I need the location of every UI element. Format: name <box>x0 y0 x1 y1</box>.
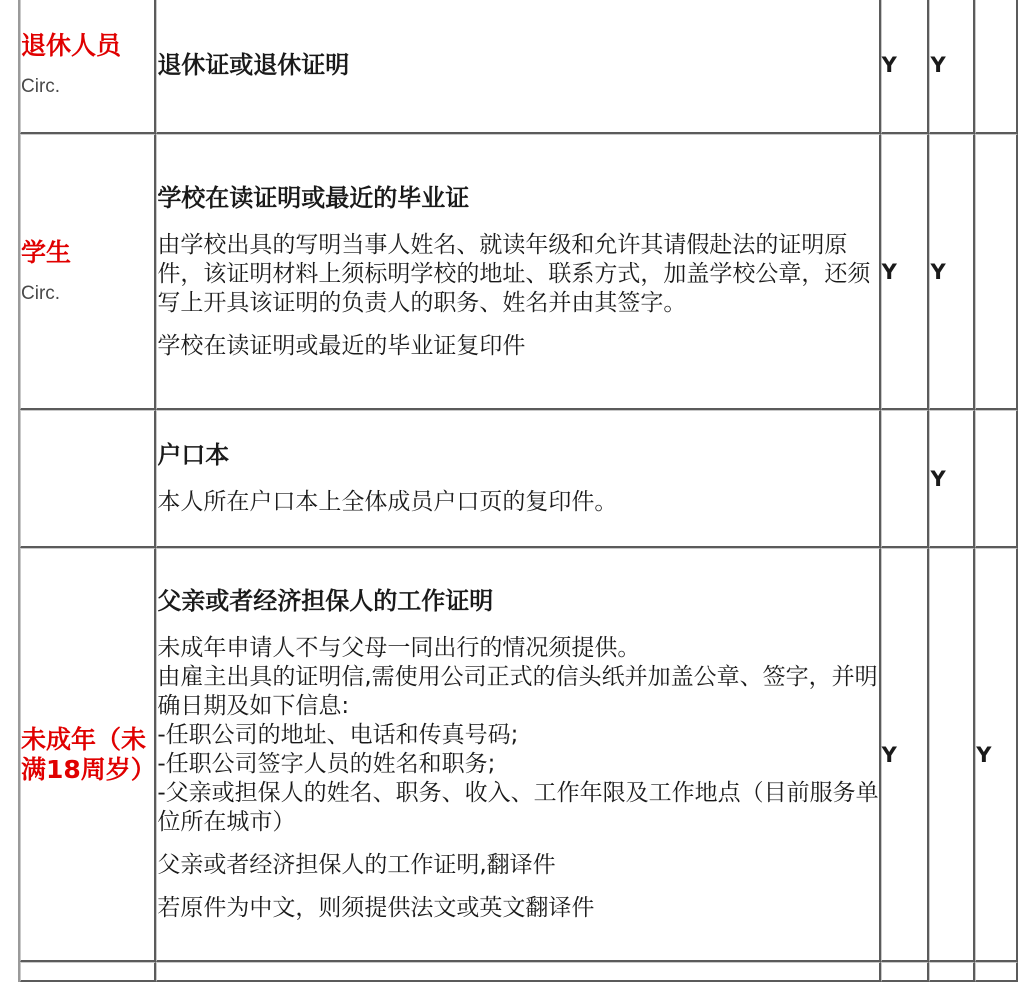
document-cell <box>156 548 880 962</box>
mark-cell <box>929 548 975 962</box>
mark-cell: Y <box>881 0 930 134</box>
empty-cell <box>881 962 930 982</box>
document-title: 户口本 <box>157 441 230 469</box>
category-cell <box>20 0 156 134</box>
mark-cell <box>975 0 1018 134</box>
category-subtitle: Circ. <box>21 75 61 97</box>
empty-cell <box>929 962 975 982</box>
category-title: 未成年（未满18周岁） <box>21 724 156 784</box>
mark-cell: Y <box>975 548 1018 962</box>
document-description: 父亲或者经济担保人的工作证明,翻译件 <box>157 852 556 878</box>
table-row <box>20 548 1018 962</box>
document-title: 父亲或者经济担保人的工作证明 <box>157 587 494 615</box>
mark-cell <box>975 134 1018 410</box>
document-cell <box>156 134 880 410</box>
category-title: 退休人员 <box>21 30 122 60</box>
category-cell <box>20 548 156 962</box>
document-description: 未成年申请人不与父母一同出行的情况须提供。 由雇主出具的证明信,需使用公司正式的信头纸并加盖公章、签字，并明确日期及如下信息: -任职公司的地址、电话和传真号码; -任职公司签字人员的姓名和职务; -父亲或担保人的姓名、职务、收入、工作年限及工作地点（目前服务单位所在城市） <box>157 635 879 835</box>
document-title: 学校在读证明或最近的毕业证 <box>157 183 470 212</box>
table-row <box>20 410 1018 548</box>
document-cell <box>156 0 880 134</box>
table-row <box>20 962 1018 982</box>
document-description: 学校在读证明或最近的毕业证复印件 <box>157 332 526 359</box>
mark-cell: Y <box>929 410 975 548</box>
table-row <box>20 0 1018 134</box>
document-description: 由学校出具的写明当事人姓名、就读年级和允许其请假赴法的证明原件，该证明材料上须标明学校的地址、联系方式，加盖学校公章，还须写上开具该证明的负责人的职务、姓名并由其签字。 <box>157 231 871 316</box>
document-cell <box>156 410 880 548</box>
empty-cell <box>20 962 156 982</box>
document-description: 本人所在户口本上全体成员户口页的复印件。 <box>157 489 618 515</box>
mark-cell: Y <box>881 134 930 410</box>
document-title: 退休证或退休证明 <box>157 50 350 79</box>
mark-cell: Y <box>881 548 930 962</box>
category-cell <box>20 134 156 410</box>
mark-cell: Y <box>929 134 975 410</box>
mark-cell: Y <box>929 0 975 134</box>
mark-cell <box>881 410 930 548</box>
category-cell <box>20 410 156 548</box>
table-row <box>20 134 1018 410</box>
document-description: 若原件为中文，则须提供法文或英文翻译件 <box>157 895 595 921</box>
empty-cell <box>156 962 880 982</box>
category-title: 学生 <box>21 237 72 267</box>
requirements-table <box>18 0 1018 982</box>
empty-cell <box>975 962 1018 982</box>
mark-cell <box>975 410 1018 548</box>
category-subtitle: Circ. <box>21 282 61 304</box>
